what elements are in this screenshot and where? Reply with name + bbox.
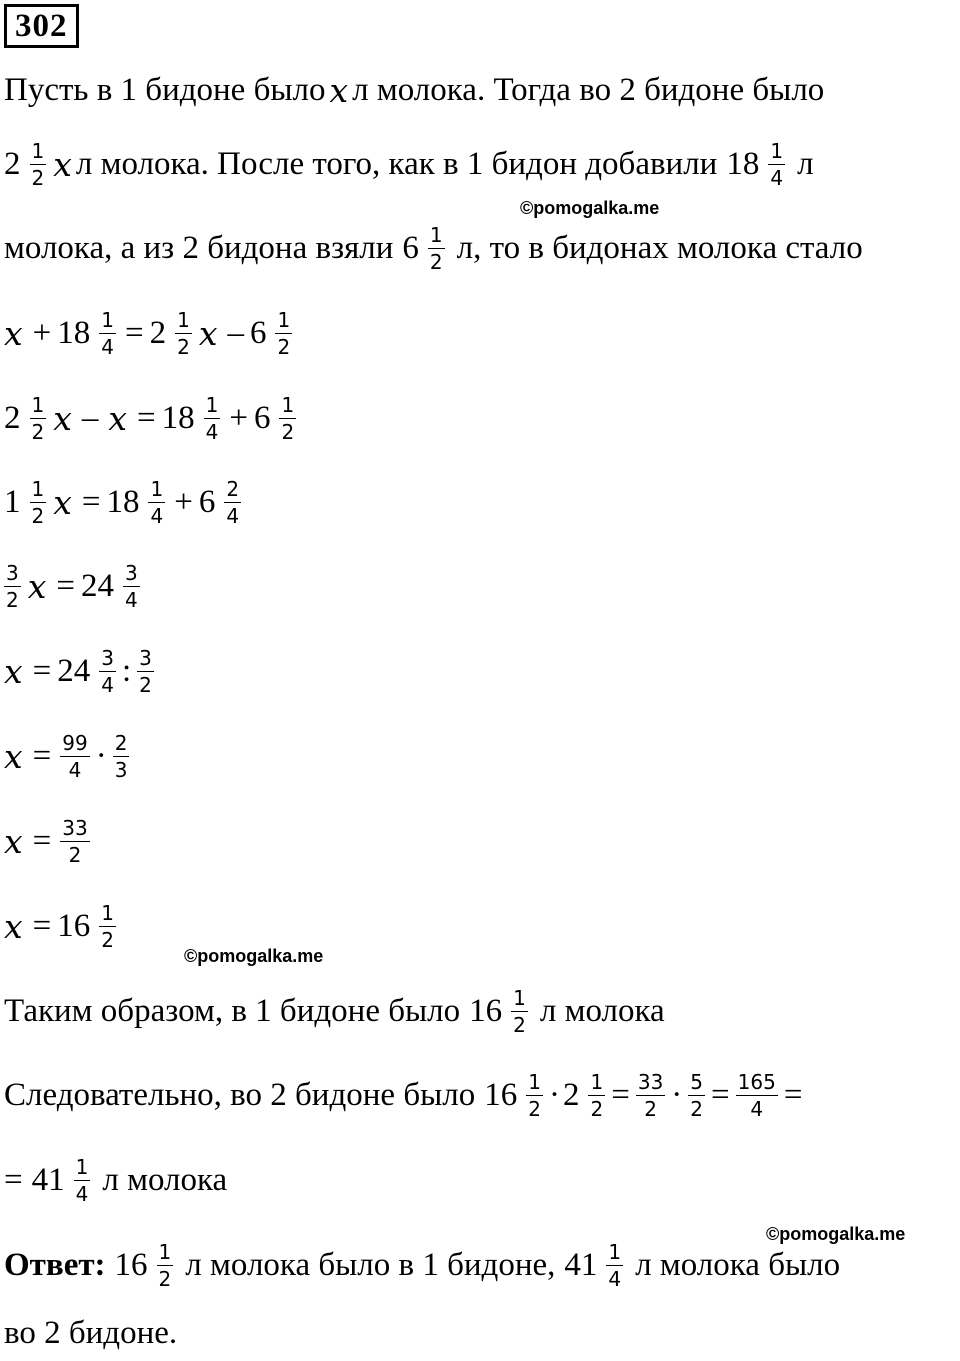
mixed-fraction [4, 476, 49, 528]
denominator: 2 [158, 1266, 172, 1291]
operator: = [783, 1076, 803, 1113]
whole: 41 [564, 1246, 598, 1283]
operator: = [4, 1161, 23, 1198]
conclusion-line-3 [4, 1150, 227, 1210]
operator: = [32, 822, 52, 859]
variable-x: x [53, 144, 72, 184]
equation-4 [4, 556, 143, 616]
fraction [175, 307, 192, 359]
whole: 16 [469, 992, 503, 1029]
variable-x: x [4, 651, 23, 691]
denominator: 4 [608, 1266, 622, 1291]
whole: 24 [80, 567, 114, 604]
numerator: 99 [62, 730, 88, 755]
denominator: 4 [101, 334, 114, 359]
variable-x: x [329, 70, 349, 110]
denominator: 4 [770, 165, 784, 190]
numerator: 1 [513, 985, 526, 1010]
whole: 2 [4, 145, 21, 182]
variable-x: x [53, 482, 72, 522]
fraction [74, 1154, 91, 1206]
equation-7 [4, 811, 93, 871]
fraction [279, 392, 296, 444]
operator: = [32, 907, 52, 944]
numerator: 1 [31, 392, 45, 417]
whole: 2 [149, 314, 167, 351]
denominator: 2 [281, 419, 295, 444]
operator: · [671, 1076, 683, 1113]
whole: 18 [106, 483, 140, 520]
whole: 6 [198, 483, 216, 520]
variable-x: x [4, 906, 23, 946]
denominator: 2 [6, 587, 19, 612]
denominator: 2 [429, 249, 443, 274]
denominator: 4 [226, 503, 240, 528]
mixed-fraction [469, 985, 531, 1037]
answer-line-2 [4, 1305, 177, 1361]
operator: + [32, 314, 52, 351]
denominator: 4 [205, 419, 219, 444]
fraction [99, 645, 116, 697]
denominator: 2 [31, 503, 45, 528]
numerator: 1 [150, 476, 164, 501]
denominator: 2 [31, 165, 45, 190]
mixed-fraction [114, 1239, 177, 1291]
whole: 6 [249, 314, 267, 351]
mixed-fraction [106, 476, 168, 528]
numerator: 1 [590, 1069, 604, 1094]
fraction [30, 392, 47, 444]
whole: 16 [114, 1246, 148, 1283]
fraction [204, 392, 221, 444]
numerator: 3 [139, 645, 152, 670]
text: л молока было [635, 1246, 841, 1283]
variable-x: x [4, 821, 23, 861]
whole: 6 [402, 229, 419, 266]
numerator: 1 [101, 307, 114, 332]
mixed-fraction [198, 476, 244, 528]
problem-number: 302 [4, 4, 79, 48]
text: л, то в бидонах молока стало [456, 229, 863, 266]
mixed-fraction [564, 1239, 626, 1291]
equation-1 [4, 303, 295, 363]
whole: 2 [562, 1076, 580, 1113]
denominator: 2 [690, 1096, 704, 1121]
text-line-3 [4, 218, 863, 278]
numerator: 1 [158, 1239, 172, 1264]
mixed-fraction [402, 222, 447, 274]
operator: · [95, 737, 107, 774]
denominator: 4 [124, 587, 138, 612]
whole: 18 [57, 314, 91, 351]
mixed-fraction [726, 138, 788, 190]
numerator: 1 [528, 1069, 541, 1094]
numerator: 1 [177, 307, 190, 332]
numerator: 33 [62, 815, 88, 840]
variable-x: x [53, 398, 72, 438]
denominator: 4 [75, 1181, 89, 1206]
numerator: 1 [31, 476, 45, 501]
variable-x: x [4, 313, 23, 353]
mixed-fraction [249, 307, 295, 359]
mixed-fraction [253, 392, 299, 444]
numerator: 1 [75, 1154, 89, 1179]
denominator: 2 [139, 672, 152, 697]
numerator: 1 [205, 392, 219, 417]
fraction [30, 138, 47, 190]
whole: 6 [253, 399, 271, 436]
numerator: 165 [737, 1069, 776, 1094]
watermark: ©pomogalka.me [766, 1224, 906, 1244]
numerator: 1 [281, 392, 295, 417]
mixed-fraction [80, 560, 143, 612]
fraction [688, 1069, 705, 1121]
text: Следовательно, во 2 бидоне было [4, 1076, 476, 1113]
operator: : [121, 652, 132, 689]
operator: = [32, 652, 52, 689]
variable-x: x [27, 566, 47, 606]
numerator: 3 [124, 560, 138, 585]
numerator: 2 [226, 476, 240, 501]
denominator: 2 [68, 842, 82, 867]
numerator: 1 [101, 900, 114, 925]
conclusion-line-1 [4, 981, 665, 1041]
text: л молока было в 1 бидоне, [185, 1246, 556, 1283]
variable-x: x [4, 736, 23, 776]
fraction [588, 1069, 605, 1121]
fraction [99, 307, 116, 359]
denominator: 2 [528, 1096, 541, 1121]
mixed-fraction [31, 1154, 94, 1206]
operator: = [136, 399, 156, 436]
text: л молока [102, 1161, 228, 1198]
fraction [275, 307, 292, 359]
operator: = [56, 567, 75, 604]
denominator: 4 [68, 757, 82, 782]
mixed-fraction [562, 1069, 608, 1121]
denominator: 2 [590, 1096, 604, 1121]
operator: + [229, 399, 248, 436]
fraction [736, 1069, 778, 1121]
text: Таким образом, в 1 бидоне было [4, 992, 461, 1029]
whole: 41 [31, 1161, 65, 1198]
denominator: 2 [644, 1096, 657, 1121]
denominator: 4 [101, 672, 114, 697]
mixed-fraction [161, 392, 224, 444]
whole: 16 [484, 1076, 518, 1113]
mixed-fraction [4, 138, 49, 190]
text: л молока. После того, как в 1 бидон добавили [75, 145, 718, 182]
text-line-2 [4, 134, 814, 194]
numerator: 1 [608, 1239, 622, 1264]
text: молока, а из 2 бидона взяли [4, 229, 394, 266]
whole: 18 [161, 399, 195, 436]
mixed-fraction [57, 645, 119, 697]
equation-2 [4, 388, 299, 448]
fraction [511, 985, 528, 1037]
watermark: ©pomogalka.me [184, 946, 324, 966]
whole: 2 [4, 399, 21, 436]
operator: – [81, 399, 99, 436]
operator: = [81, 483, 101, 520]
denominator: 3 [114, 757, 128, 782]
numerator: 1 [429, 222, 443, 247]
operator: + [174, 483, 193, 520]
answer-line-1 [4, 1235, 840, 1295]
fraction [224, 476, 241, 528]
text: Пусть в 1 бидоне было [4, 71, 326, 108]
numerator: 2 [114, 730, 128, 755]
text: во 2 бидоне. [4, 1314, 178, 1351]
equation-8 [4, 896, 119, 956]
equation-5 [4, 641, 157, 701]
equation-3 [4, 472, 244, 532]
numerator: 1 [277, 307, 291, 332]
fraction [157, 1239, 174, 1291]
numerator: 1 [770, 138, 784, 163]
fraction [30, 476, 47, 528]
denominator: 2 [277, 334, 291, 359]
text: л [797, 145, 814, 182]
denominator: 2 [31, 419, 45, 444]
whole: 18 [726, 145, 760, 182]
equation-6 [4, 726, 132, 786]
fraction [606, 1239, 623, 1291]
denominator: 4 [750, 1096, 764, 1121]
fraction [113, 730, 130, 782]
fraction [4, 560, 21, 612]
fraction [526, 1069, 543, 1121]
text: л молока. Тогда во 2 бидоне было [352, 71, 825, 108]
watermark: ©pomogalka.me [520, 198, 660, 218]
fraction [636, 1069, 665, 1121]
operator: = [711, 1076, 730, 1113]
whole: 1 [4, 483, 21, 520]
numerator: 3 [6, 560, 19, 585]
denominator: 2 [177, 334, 190, 359]
conclusion-line-2 [4, 1065, 805, 1125]
answer-label: Ответ: [4, 1246, 106, 1283]
mixed-fraction [4, 392, 49, 444]
operator: – [227, 314, 244, 351]
operator: = [32, 737, 52, 774]
fraction [768, 138, 785, 190]
mixed-fraction [149, 307, 195, 359]
fraction [60, 815, 89, 867]
numerator: 1 [31, 138, 45, 163]
mixed-fraction [57, 307, 119, 359]
fraction [60, 730, 89, 782]
operator: · [548, 1076, 560, 1113]
fraction [123, 560, 140, 612]
denominator: 4 [150, 503, 164, 528]
numerator: 33 [637, 1069, 664, 1094]
variable-x: x [198, 313, 218, 353]
fraction [99, 900, 116, 952]
operator: = [124, 314, 144, 351]
mixed-fraction [57, 900, 119, 952]
denominator: 2 [101, 927, 114, 952]
numerator: 5 [690, 1069, 704, 1094]
fraction [428, 222, 445, 274]
mixed-fraction [484, 1069, 546, 1121]
text-line-1 [4, 60, 824, 120]
whole: 24 [57, 652, 91, 689]
text: л молока [539, 992, 665, 1029]
denominator: 2 [513, 1012, 526, 1037]
fraction [148, 476, 165, 528]
variable-x: x [108, 398, 127, 438]
whole: 16 [57, 907, 91, 944]
numerator: 3 [101, 645, 114, 670]
operator: = [611, 1076, 630, 1113]
fraction [137, 645, 154, 697]
